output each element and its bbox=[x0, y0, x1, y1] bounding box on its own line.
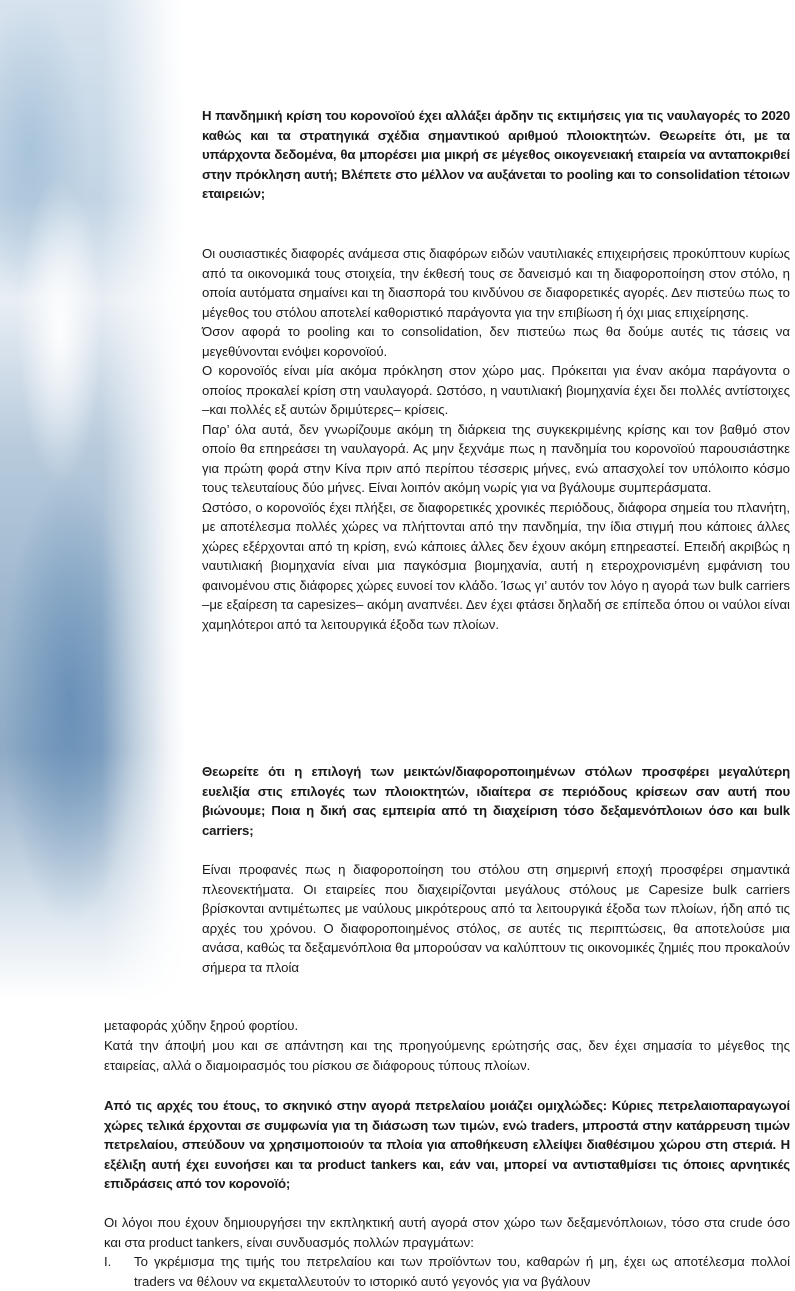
answer-3-intro: Οι λόγοι που έχουν δημιουργήσει την εκπληκτική αυτή αγορά στον χώρο των δεξαμενόπλοιων, τόσο στα crude όσο και στα product tankers, είναι συνδυασμός πολλών πραγμάτων: bbox=[104, 1215, 790, 1250]
list-item-text: Το γκρέμισμα της τιμής του πετρελαίου και των προϊόντων του, καθαρών ή μη, έχει ως αποτέλεσμα πολλοί traders να θέλουν να εκμεταλλευτούν το ιστορικό αυτό γεγονός για να βγάλουν bbox=[134, 1254, 790, 1289]
answer-1-paragraph: Παρ’ όλα αυτά, δεν γνωρίζουμε ακόμη τη διάρκεια της συγκεκριμένης κρίσης και τον βαθμό στον οποίο θα επηρεάσει τη ναυλαγορά. Ας μην ξεχνάμε πως η πανδημία του κορονοϊού παρουσιάστηκε για πρώτη φορά στην Κίνα πριν από περίπου τέσσερις μήνες, ενώ απασχολεί τον υπόλοιπο κόσμο τους τελευταίους δύο μήνες. Είναι λοιπόν ακόμη νωρίς για να βγάλουμε συμπεράσματα. bbox=[202, 421, 790, 495]
side-photo bbox=[0, 0, 185, 1000]
question-2: Θεωρείτε ότι η επιλογή των μεικτών/διαφοροποιημένων στόλων προσφέρει μεγαλύτερη ευελιξία στις επιλογές των πλοιοκτητών, ιδιαίτερα σε περιόδους κρίσεων σαν αυτή που βιώνουμε; Ποια η δική σας εμπειρία από τη διαχείριση τόσο δεξαμενόπλοιων όσο και bulk carriers; bbox=[202, 764, 790, 838]
question-1: Η πανδημική κρίση του κορονοϊού έχει αλλάξει άρδην τις εκτιμήσεις για τις ναυλαγορές το 2020 καθώς και τα στρατηγικά σχέδια σημαντικού αριθμού πλοιοκτητών. Θεωρείτε ότι, με τα υπάρχοντα δεδομένα, θα μπορέσει μια μικρή σε μέγεθος οικογενειακή εταιρεία να ανταποκριθεί στην πρόκληση αυτή; Βλέπετε στο μέλλον να αυξάνεται το pooling και το consolidation τέτοιων εταιρειών; bbox=[202, 108, 790, 201]
list-item bbox=[104, 1252, 790, 1291]
answer-1 bbox=[202, 244, 790, 634]
answer-2-conclusion: Κατά την άποψή μου και σε απάντηση και της προηγούμενης ερώτησής σας, δεν έχει σημασία το μέγεθος της εταιρείας, αλλά ο διαμοιρασμός του ρίσκου σε διάφορους τύπους πλοίων. bbox=[104, 1038, 790, 1073]
answer-1-paragraph: Όσον αφορά το pooling και το consolidation, δεν πιστεύω πως θα δούμε αυτές τις τάσεις να μεγεθύνονται ενόψει κορονοϊού. bbox=[202, 324, 790, 359]
answer-1-paragraph: Οι ουσιαστικές διαφορές ανάμεσα στις διαφόρων ειδών ναυτιλιακές επιχειρήσεις προκύπτουν κυρίως από τα οικονομικά τους στοιχεία, την έκθεσή τους σε δανεισμό και τη διαφοροποίηση στον στόλο, η οποία αυτόματα σημαίνει και τη διασπορά του κινδύνου σε διαφορετικές αγορές. Δεν πιστεύω πως το μέγεθος του στόλου αποτελεί καθοριστικό παράγοντα για την επιβίωση ή όχι μιας επιχείρησης. bbox=[202, 246, 790, 320]
answer-2-indented: Είναι προφανές πως η διαφοροποίηση του στόλου στη σημερινή εποχή προσφέρει σημαντικά πλεονεκτήματα. Οι εταιρείες που διαχειρίζονται μεγάλους στόλους με Capesize bulk carriers βρίσκονται αντιμέτωπες με ναύλους μικρότερους από τα λειτουργικά έξοδα των πλοίων, ήδη από τις αρχές του χρόνου. Ο διαφοροποιημένος στόλος, σε αυτές τις περιπτώσεις, θα αποτελούσε μια ανάσα, καθώς τα δεξαμενόπλοια θα μπορούσαν να καλύπτουν τις οικονομικές ζημιές που προκαλούν σήμερα τα πλοία bbox=[202, 862, 790, 975]
reasons-list bbox=[104, 1252, 790, 1291]
answer-1-paragraph: Ο κορονοϊός είναι μία ακόμα πρόκληση στον χώρο μας. Πρόκειται για έναν ακόμα παράγοντα ο οποίος προκαλεί κρίση στη ναυλαγορά. Ωστόσο, η ναυτιλιακή βιομηχανία έχει δει πολλές αντίστοιχες –και πολλές εξ αυτών δριμύτερες– κρίσεις. bbox=[202, 363, 790, 417]
list-item-number: I. bbox=[104, 1254, 112, 1269]
question-3: Από τις αρχές του έτους, το σκηνικό στην αγορά πετρελαίου μοιάζει ομιχλώδες: Κύριες πετρελαιοπαραγωγοί χώρες τελικά έρχονται σε συμφωνία για τη διάσωση των τιμών, ενώ traders, μπροστά στην κατάρρευση τιμών πετρελαίου, σπεύδουν να χρησιμοποιούν τα πλοία για αποθήκευση ελλείψει διαθέσιμου χώρου στη στεριά. Η εξέλιξη αυτή έχει ευνοήσει και τα product tankers και, εάν ναι, μπορεί να αντισταθμίσει τις όποιες αρνητικές επιδράσεις από τον κορονοϊό; bbox=[104, 1098, 790, 1191]
answer-1-paragraph: Ωστόσο, ο κορονοϊός έχει πλήξει, σε διαφορετικές χρονικές περιόδους, διάφορα σημεία του πλανήτη, με αποτέλεσμα πολλές χώρες να πλήττονται από την πανδημία, την ίδια στιγμή που κάποιες άλλες χώρες εξέρχονται από τη κρίση, ενώ κάποιες άλλες δεν έχουν ακόμη επηρεαστεί. Επειδή ακριβώς η ναυτιλιακή βιομηχανία είναι μια παγκόσμια βιομηχανία, αυτή η ετεροχρονισμένη εμφάνιση του φαινομένου στις διάφορες χώρες ευνοεί τον κλάδο. Ίσως γι’ αυτόν τον λόγο η αγορά των bulk carriers –με εξαίρεση τα capesizes– ακόμη αναπνέει. Δεν έχει φτάσει δηλαδή σε επίπεδα όπου οι ναύλοι είναι χαμηλότεροι από τα λειτουργικά έξοδα των πλοίων. bbox=[202, 499, 790, 632]
answer-2-tail: μεταφοράς χύδην ξηρού φορτίου. bbox=[104, 1018, 299, 1033]
